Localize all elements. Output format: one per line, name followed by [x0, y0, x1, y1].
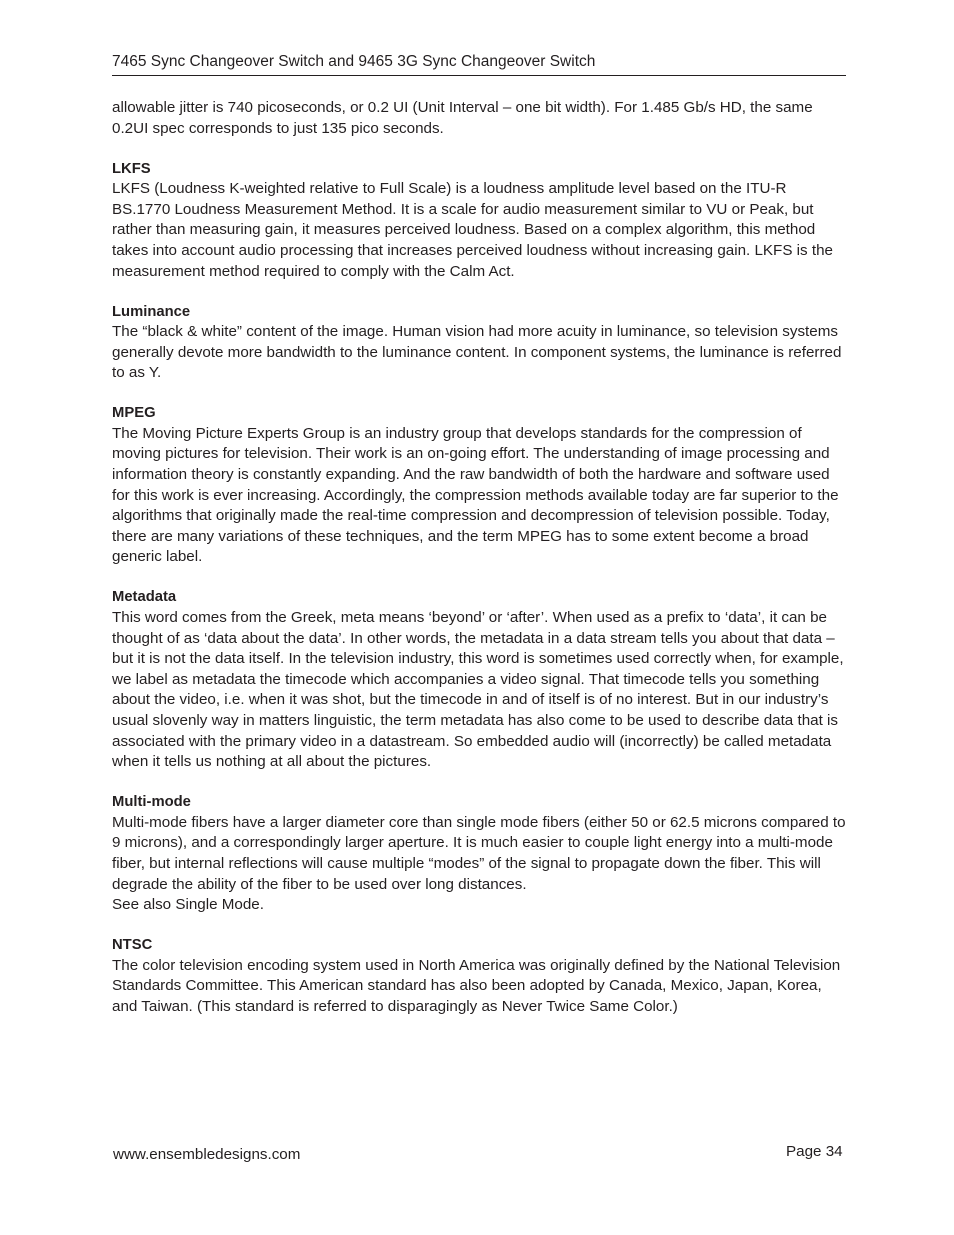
- section-heading: Multi-mode: [112, 794, 191, 811]
- section-paragraph: Multi-mode fibers have a larger diameter core than single mode fibers (either 50 or 62.5 microns compared to 9 microns), and a correspondingly larger aperture. It is much easier to couple light energy into a multi-mode fiber, but internal reflections will cause multiple “modes” of the signal to propagate down the fiber. This will degrade the ability of the fiber to be used over long distances.: [112, 813, 846, 893]
- section-paragraph: The “black & white” content of the image. Human vision had more acuity in luminance, so television systems generally devote more bandwidth to the luminance content. In component systems, the luminance is referred to as Y.: [112, 323, 842, 382]
- section-mpeg: [112, 403, 847, 568]
- section-heading: LKFS: [112, 160, 151, 177]
- section-lkfs: [112, 159, 847, 283]
- section-heading: NTSC: [112, 937, 153, 954]
- section-luminance: [112, 302, 847, 384]
- section-multi-mode: [112, 792, 847, 916]
- section-heading: Luminance: [112, 303, 191, 320]
- section-paragraph: This word comes from the Greek, meta means ‘beyond’ or ‘after’. When used as a prefix to ‘data’, it can be thought of as ‘data about the data’. In other words, the metadata in a data stream tells you about that data – but it is not the data itself. In the television industry, this word is sometimes used correctly when, for example, we label as metadata the timecode which accompanies a video signal. That timecode tells you something about the video, i.e. when it was shot, but the timecode in and of itself is of no interest. But in our industry’s usual slovenly way in matters linguistic, the term metadata has also come to be used to describe data that is associated with the primary video in a datastream. So embedded audio will (incorrectly) be called metadata when it tells us nothing at all about the pictures.: [112, 609, 844, 771]
- header-rule: [112, 75, 846, 76]
- section-heading: MPEG: [112, 405, 156, 422]
- glossary-content: [112, 98, 847, 1018]
- page-number: Page 34: [786, 1143, 843, 1160]
- see-also-note: See also Single Mode.: [112, 896, 264, 914]
- section-paragraph: LKFS (Loudness K-weighted relative to Full Scale) is a loudness amplitude level based on the ITU-R BS.1770 Loudness Measurement Method. It is a scale for audio measurement similar to VU or Peak, but rather than measuring gain, it measures perceived loudness. Based on a complex algorithm, this method takes into account audio processing that increases perceived loudness without increasing gain. LKFS is the measurement method required to comply with the Calm Act.: [112, 180, 833, 280]
- section-paragraph: The color television encoding system used in North America was originally defined by the National Television Standards Committee. This American standard has also been adopted by Canada, Mexico, Japan, Korea, and Taiwan. (This standard is referred to disparagingly as Never Twice Same Color.): [112, 956, 841, 1015]
- section-metadata: [112, 587, 847, 772]
- footer-website: www.ensembledesigns.com: [113, 1146, 301, 1163]
- section-paragraph: The Moving Picture Experts Group is an industry group that develops standards for the compression of moving pictures for television. Their work is an on-going effort. The understanding of image processing and information theory is constantly expanding. And the raw bandwidth of both the hardware and software used for this work is ever increasing. Accordingly, the compression methods available today are far superior to the algorithms that originally made the real-time compression and decompression of television possible. Today, there are many variations of these techniques, and the term MPEG has to some extent become a broad generic label.: [112, 424, 839, 566]
- section-ntsc: [112, 935, 847, 1017]
- section-heading: Metadata: [112, 589, 177, 606]
- intro-paragraph: allowable jitter is 740 picoseconds, or 0.2 UI (Unit Interval – one bit width). For 1.485 Gb/s HD, the same 0.2UI spec corresponds to just 135 pico seconds.: [112, 99, 813, 137]
- document-title: 7465 Sync Changeover Switch and 9465 3G Sync Changeover Switch: [112, 53, 596, 70]
